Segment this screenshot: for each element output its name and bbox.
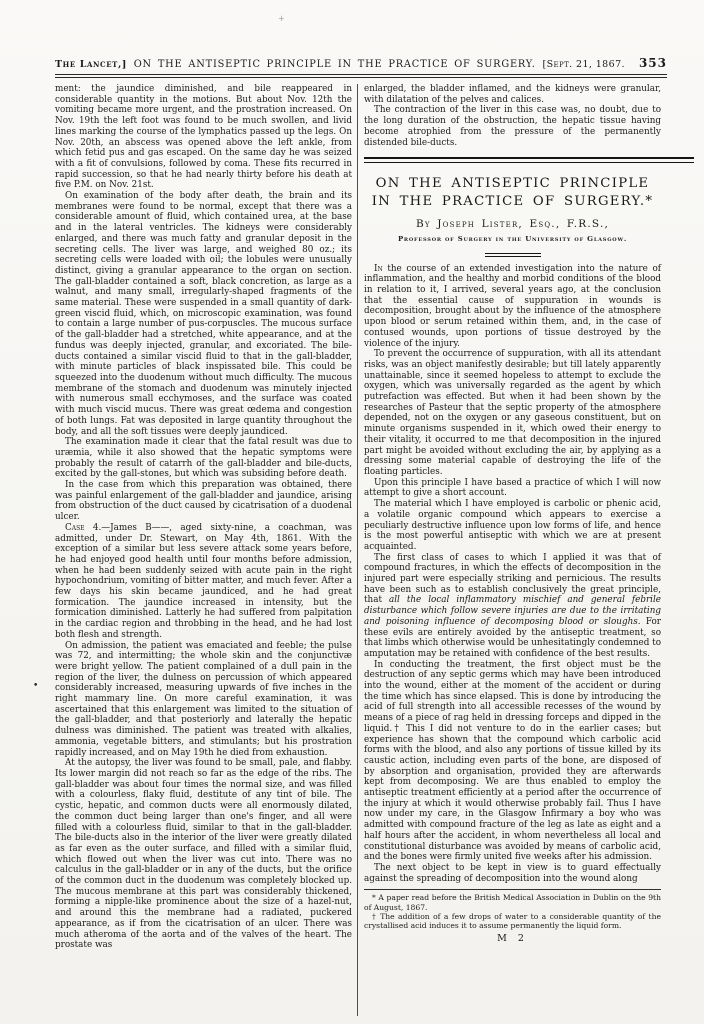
printers-signature-mark: M 2 (497, 932, 528, 944)
text-segment: At the autopsy, the liver was found to be small, pale, and flabby. Its lower margin did not reach so far as the edge of the ribs. The gall-bladder was about four times the normal size, and was filled with a colourless, flaky fluid, destitute of any tint of bile. The cystic, hepatic, and common ducts were all enormously dilated, the common duct being larger than one's finger, and all were filled with a colourless fluid, similar to that in the gall-bladder. The bile-ducts also in the interior of the liver were greatly dilated as far even as the outer surface, and filled with a similar fluid, which flowed out when the liver was cut into. There was no calculus in the gall-bladder or in any of the ducts, but the orifice of the common duct in the duodenum was completely blocked up. The mucous membrane at this part was considerably thickened, forming a nipple-like prominence about the size of a hazel-nut, and around this the membrane had a radiated, puckered appearance, as if from the cicatrisation of an ulcer. There was much atheroma of the aorta and of the valves of the heart. The prostate was (55, 758, 352, 951)
left-column-paragraph (55, 84, 352, 191)
article-author-affiliation: Professor of Surgery in the University of Glasgow. (397, 234, 628, 243)
article-paragraph (364, 264, 661, 350)
margin-annotation-bullet: • (33, 681, 39, 691)
continuation-paragraph (364, 84, 661, 105)
article-paragraph (364, 553, 661, 660)
previous-article-continuation (364, 84, 661, 148)
text-segment: On examination of the body after death, the brain and its membranes were found to be normal, except that there was a considerable amount of fluid, which contained urea, at the base and in the lateral ventricles. The kidneys were considerably enlarged, and there was much fatty and granular deposit in the secreting cells. The liver was large, and weighed 80 oz.; its secreting cells were loaded with oil; the lobules were unusually distinct, giving a granular appearance to the organ on section. The gall-bladder contained a soft, black concretion, as large as a walnut, and many small, irregularly-shaped fragments of the same material. These were suspended in a small quantity of dark-green viscid fluid, which, on microscopic examination, was found to contain a large number of pus-corpuscles. The mucous surface of the gall-bladder had a stretched, white appearance, and at the fundus was deeply injected, granular, and excoriated. The bile-ducts contained a similar viscid fluid to that in the gall-bladder, with minute particles of black inspissated bile. This could be squeezed into the duodenum without much difficulty. The mucous membrane of the stomach and duodenum was minutely injected with numerous small ecchymoses, and the surface was coated with much viscid mucus. There was great œdema and congestion of both lungs. Fat was deposited in large quantity throughout the body, and all the soft tissues were deeply jaundiced. (55, 191, 352, 437)
text-segment: † The addition of a few drops of water to a considerable quantity of the crystallised acid induces it to assume permanently the liquid form. (364, 912, 661, 931)
article-title: ON THE ANTISEPTIC PRINCIPLE IN THE PRACTICE OF SURGERY.* (371, 176, 654, 209)
text-segment: For these evils are entirely avoided by the antiseptic treatment, so that limbs which otherwise would be unhesitatingly condemned to amputation may be retained with confidence of the best results. (364, 616, 661, 659)
footnote (364, 893, 661, 912)
italic-text: all the local inflammatory mischief and general febrile disturbance which follow severe injuries are due to the irritating and poisoning influence of decomposing blood or sloughs. (364, 595, 662, 627)
text-segment: the course of an extended investigation into the nature of inflammation, and the healthy and morbid conditions of the blood in relation to it, I arrived, several years ago, at the conclusion that the essential cause of suppuration in wounds is decomposition, brought about by the influence of the atmosphere upon blood or serum retained within them, and, in the case of contused wounds, upon portions of tissue destroyed by the violence of the injury. (364, 263, 661, 349)
text-segment: * A paper read before the British Medical Association in Dublin on the 9th of August, 1867. (364, 893, 661, 912)
text-segment: In the case from which this preparation was obtained, there was painful enlargement of the gall-bladder and jaundice, arising from obstruction of the duct caused by cicatrisation of a duodenal ulcer. (55, 480, 352, 523)
text-segment: To prevent the occurrence of suppuration, with all its attendant risks, was an object manifestly desirable; but till lately apparently unattainable, since it seemed hopeless to attempt to exclude the oxygen, which was universally regarded as the agent by which putrefaction was effected. But when it had been shown by the researches of Pasteur that the septic property of the atmosphere depended, not on the oxygen or any gaseous constituent, but on minute organisms suspended in it, which owed their energy to their vitality, it occurred to me that decomposition in the injured part might be avoided without excluding the air, by applying as a dressing some material capable of destroying the life of the floating particles. (364, 349, 661, 477)
text-segment: ment: the jaundice diminished, and bile reappeared in considerable quantity in the motions. But about Nov. 12th the vomiting became more urgent, and the prostration increased. On Nov. 19th the left foot was found to be much swollen, and livid lines marking the course of the lymphatics passed up the legs. On Nov. 20th, an abscess was opened above the left ankle, from which fetid pus and gas escaped. On the same day he was seized with a fit of convulsions, followed by coma. These fits recurred in rapid succession, so that he had nearly thirty before his death at five P.M. on Nov. 21st. (55, 84, 352, 191)
byline-divider-rule (485, 253, 541, 257)
running-head-title: ON THE ANTISEPTIC PRINCIPLE IN THE PRACTICE OF SURGERY. (133, 59, 536, 70)
article-byline: By Joseph Lister, Esq., F.R.S., (415, 218, 610, 231)
left-column-paragraph (55, 191, 352, 437)
article-body (364, 264, 661, 885)
footnote (364, 912, 661, 931)
printers-mark: + (278, 14, 285, 23)
text-segment: The examination made it clear that the fatal result was due to uræmia, while it also showed that the hepatic symptoms were probably the result of catarrh of the gall-bladder and bile-ducts, excited by the gall-stones, but which was subsiding before death. (55, 437, 352, 480)
article-paragraph (364, 478, 661, 499)
text-segment: The material which I have employed is carbolic or phenic acid, a volatile organic compound which appears to exercise a peculiarly destructive influence upon low forms of life, and hence is the most powerful antiseptic with which we are at present acquainted. (364, 499, 661, 552)
article-paragraph (364, 660, 661, 863)
running-head (55, 56, 667, 70)
left-column-paragraph (55, 641, 352, 759)
issue-date: [Sept. 21, 1867. (542, 59, 625, 70)
text-segment: In conducting the treatment, the first object must be the destruction of any septic germs which may have been introduced into the wound, either at the moment of the accident or during the time which has since elapsed. This is done by introducing the acid of full strength into all accessible recesses of the wound by means of a piece of rag held in dressing forceps and dipped in the liquid.† This I did not venture to do in the earlier cases; but experience has shown that the compound which carbolic acid forms with the blood, and also any portions of tissue killed by its caustic action, including even parts of the bone, are disposed of by absorption and organisation, provided they are afterwards kept from decomposing. We are thus enabled to employ the antiseptic treatment efficiently at a period after the occurrence of the injury at which it would otherwise probably fail. Thus I have now under my care, in the Glasgow Infirmary a boy who was admitted with compound fracture of the leg as late as eight and a half hours after the accident, in whom nevertheless all local and constitutional disturbance was avoided by means of carbolic acid, and the bones were firmly united five weeks after his admission. (364, 659, 661, 863)
footnote-separator-rule (364, 889, 661, 890)
two-column-layout (55, 84, 667, 1016)
text-segment: Upon this principle I have based a practice of which I will now attempt to give a short account. (364, 477, 661, 499)
right-column (358, 84, 661, 1016)
journal-name: The Lancet,] (55, 59, 127, 70)
text-segment: —James B——, aged sixty-nine, a coachman, was admitted, under Dr. Stewart, on May 4th, 1861. With the exception of a similar but less severe attack some years before, he had enjoyed good health until four months before admission, when he had been suddenly seized with acute pain in the right hypochondrium, vomiting of bitter matter, and much fever. After a few days his skin became jaundiced, and he had great formication. The jaundice increased in intensity, but the formication diminished. Latterly he had suffered from palpitation in the cardiac region and throbbing in the head, and he had lost both flesh and strength. (55, 522, 352, 640)
text-segment: The first class of cases to which I applied it was that of compound fractures, in which the effects of decomposition in the injured part were especially striking and pernicious. The results have been such as to establish conclusively the great principle, that (364, 552, 661, 606)
page-number: 353 (638, 56, 667, 70)
article-paragraph (364, 863, 661, 884)
left-column (55, 84, 357, 1016)
left-column-paragraph (55, 480, 352, 523)
smallcaps-text: Case 4. (65, 522, 102, 533)
page-content (55, 0, 667, 1016)
section-divider-rule (364, 157, 694, 163)
left-column-paragraph (55, 758, 352, 951)
smallcaps-text: In (374, 263, 383, 274)
left-column-paragraph (55, 437, 352, 480)
text-segment: The next object to be kept in view is to guard effectually against the spreading of decomposition into the wound along (364, 863, 661, 884)
text-segment: The contraction of the liver in this case was, no doubt, due to the long duration of the obstruction, the hepatic tissue having become atrophied from the pressure of the permanently distended bile-ducts. (364, 105, 661, 148)
text-segment: enlarged, the bladder inflamed, and the kidneys were granular, with dilatation of the pelves and calices. (364, 84, 661, 105)
footnotes (364, 893, 661, 930)
article-paragraph (364, 349, 661, 477)
article-paragraph (364, 499, 661, 553)
left-column-paragraph (55, 523, 352, 641)
continuation-paragraph (364, 105, 661, 148)
text-segment: On admission, the patient was emaciated and feeble; the pulse was 72, and intermitting; the whole skin and the conjunctivæ were bright yellow. The patient complained of a dull pain in the region of the liver, the dulness on percussion of which appeared considerably increased, measuring upwards of five inches in the right mammary line. On more careful examination, it was ascertained that this enlargement was limited to the situation of the gall-bladder, and that posteriorly and laterally the hepatic dulness was diminished. The patient was treated with alkalies, ammonia, vegetable bitters, and stimulants; but his prostration rapidly increased, and on May 19th he died from exhaustion. (55, 640, 352, 758)
header-double-rule (55, 74, 667, 78)
